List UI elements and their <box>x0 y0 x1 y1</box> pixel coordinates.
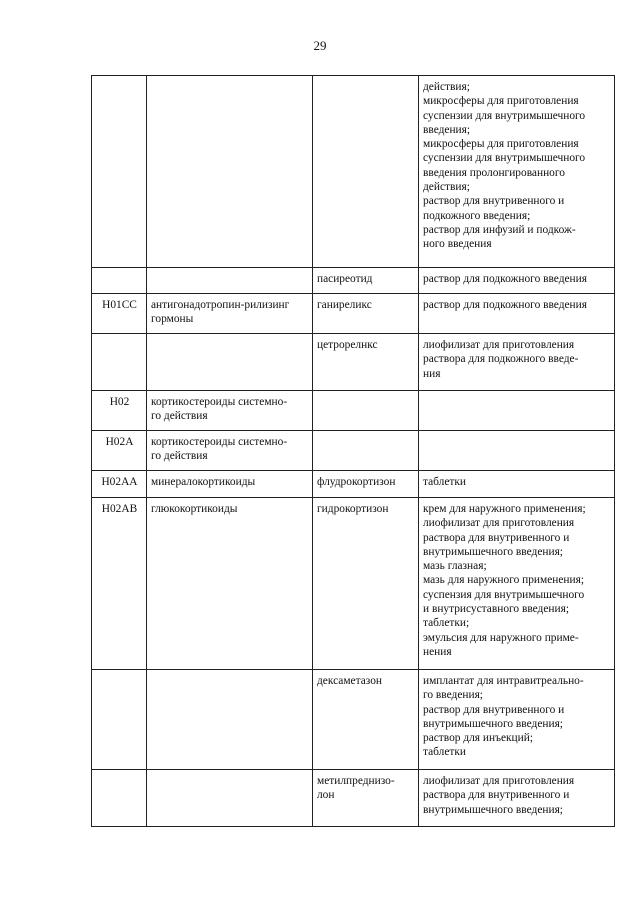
table-row <box>92 431 615 471</box>
atc-code-cell: H02A <box>92 431 147 471</box>
drug-name-cell <box>313 76 419 268</box>
dosage-form-line: го введения; <box>423 689 483 702</box>
dosage-form-line: раствора для внутривенного и <box>423 789 570 802</box>
table-row <box>92 334 615 391</box>
table-body <box>92 76 615 827</box>
dosage-form-line: лиофилизат для приготовления <box>423 339 575 351</box>
drug-name-cell <box>313 770 419 827</box>
atc-group-line: го действия <box>151 450 208 463</box>
dosage-form-line: таблетки; <box>423 617 470 630</box>
dosage-forms-cell <box>419 770 615 827</box>
dosage-forms-cell <box>419 294 615 334</box>
dosage-form-line: эмульсия для наружного приме- <box>423 631 579 644</box>
dosage-form-line: раствор для внутривенного и <box>423 195 565 208</box>
atc-group-cell <box>147 498 313 670</box>
atc-group-cell <box>147 268 313 294</box>
dosage-form-line: имплантат для интравитреально- <box>423 675 584 687</box>
atc-group-cell <box>147 391 313 431</box>
atc-group-line: антигонадотропин-рилизинг <box>151 299 290 311</box>
dosage-form-line: крем для наружного применения; <box>423 503 586 515</box>
dosage-forms-cell <box>419 471 615 498</box>
atc-group-cell <box>147 334 313 391</box>
atc-group-line: кортикостероиды системно- <box>151 396 288 408</box>
dosage-form-line: суспензия для внутримышечного <box>423 588 585 601</box>
dosage-form-line: мазь глазная; <box>423 560 487 573</box>
atc-group-line: минералокортикоиды <box>151 476 256 488</box>
atc-group-cell <box>147 431 313 471</box>
drug-name-line: метилпреднизо- <box>317 775 395 787</box>
dosage-form-line: действия; <box>423 81 470 93</box>
dosage-form-line: таблетки <box>423 476 467 488</box>
atc-code-cell <box>92 770 147 827</box>
dosage-forms-cell <box>419 334 615 391</box>
dosage-form-line: суспензии для внутримышечного <box>423 152 586 165</box>
atc-group-cell <box>147 670 313 770</box>
table-row <box>92 770 615 827</box>
drug-name-line: ганиреликс <box>317 299 372 311</box>
dosage-form-line: лиофилизат для приготовления <box>423 517 575 530</box>
drug-name-line: пасиреотид <box>317 273 373 285</box>
atc-group-cell <box>147 76 313 268</box>
atc-code-cell: H01CC <box>92 294 147 334</box>
atc-group-line: кортикостероиды системно- <box>151 436 288 448</box>
atc-group-cell <box>147 294 313 334</box>
dosage-form-line: микросферы для приготовления <box>423 138 579 151</box>
table-row <box>92 294 615 334</box>
table-row <box>92 471 615 498</box>
atc-code-cell <box>92 670 147 770</box>
drug-name-cell <box>313 471 419 498</box>
drug-name-cell <box>313 431 419 471</box>
atc-group-line: гормоны <box>151 313 194 326</box>
dosage-form-line: ного введения <box>423 238 492 251</box>
drug-name-cell <box>313 294 419 334</box>
dosage-form-line: раствор для подкожного введения <box>423 273 587 285</box>
dosage-form-line: раствор для инфузий и подкож- <box>423 223 576 236</box>
dosage-form-line: раствор для внутривенного и <box>423 703 565 716</box>
atc-group-cell <box>147 770 313 827</box>
drug-name-cell <box>313 268 419 294</box>
dosage-forms-cell <box>419 268 615 294</box>
drug-name-cell <box>313 498 419 670</box>
dosage-form-line: таблетки <box>423 746 467 759</box>
table-row <box>92 498 615 670</box>
table-row <box>92 670 615 770</box>
table-row <box>92 76 615 268</box>
dosage-form-line: внутримышечного введения; <box>423 717 563 730</box>
drug-name-cell <box>313 391 419 431</box>
atc-group-line: глюкокортикоиды <box>151 503 238 515</box>
drug-name-line: лон <box>317 789 335 802</box>
dosage-form-line: мазь для наружного применения; <box>423 574 585 587</box>
atc-group-cell <box>147 471 313 498</box>
atc-code-cell <box>92 76 147 268</box>
table-row <box>92 268 615 294</box>
dosage-form-line: нения <box>423 645 452 658</box>
dosage-forms-cell <box>419 498 615 670</box>
dosage-forms-cell <box>419 431 615 471</box>
dosage-form-line: введения пролонгированного <box>423 166 565 179</box>
table-row <box>92 391 615 431</box>
dosage-form-line: раствор для инъекций; <box>423 732 534 745</box>
dosage-form-line: и внутрисуставного введения; <box>423 603 569 616</box>
drug-table <box>91 75 615 827</box>
atc-code-cell: H02 <box>92 391 147 431</box>
drug-name-cell <box>313 670 419 770</box>
drug-name-line: флудрокортизон <box>317 476 396 488</box>
dosage-form-line: ния <box>423 367 441 380</box>
atc-code-cell <box>92 268 147 294</box>
atc-code-cell <box>92 334 147 391</box>
atc-code-cell: H02AB <box>92 498 147 670</box>
dosage-form-line: внутримышечного введения; <box>423 545 563 558</box>
drug-name-line: дексаметазон <box>317 675 383 687</box>
drug-name-line: гидрокортизон <box>317 503 389 515</box>
drug-name-cell <box>313 334 419 391</box>
page-number: 29 <box>313 38 327 53</box>
atc-group-line: го действия <box>151 410 208 423</box>
dosage-form-line: лиофилизат для приготовления <box>423 775 575 787</box>
dosage-form-line: раствора для подкожного введе- <box>423 353 579 366</box>
dosage-forms-cell <box>419 670 615 770</box>
dosage-form-line: внутримышечного введения; <box>423 803 563 816</box>
dosage-form-line: раствора для внутривенного и <box>423 531 570 544</box>
drug-name-line: цетрорелнкс <box>317 339 378 351</box>
dosage-form-line: суспензии для внутримышечного <box>423 109 586 122</box>
dosage-form-line: подкожного введения; <box>423 209 531 222</box>
dosage-form-line: раствор для подкожного введения <box>423 299 587 311</box>
dosage-form-line: микросферы для приготовления <box>423 95 579 108</box>
atc-code-cell: H02AA <box>92 471 147 498</box>
dosage-forms-cell <box>419 76 615 268</box>
dosage-forms-cell <box>419 391 615 431</box>
dosage-form-line: введения; <box>423 123 471 136</box>
dosage-form-line: действия; <box>423 181 470 194</box>
